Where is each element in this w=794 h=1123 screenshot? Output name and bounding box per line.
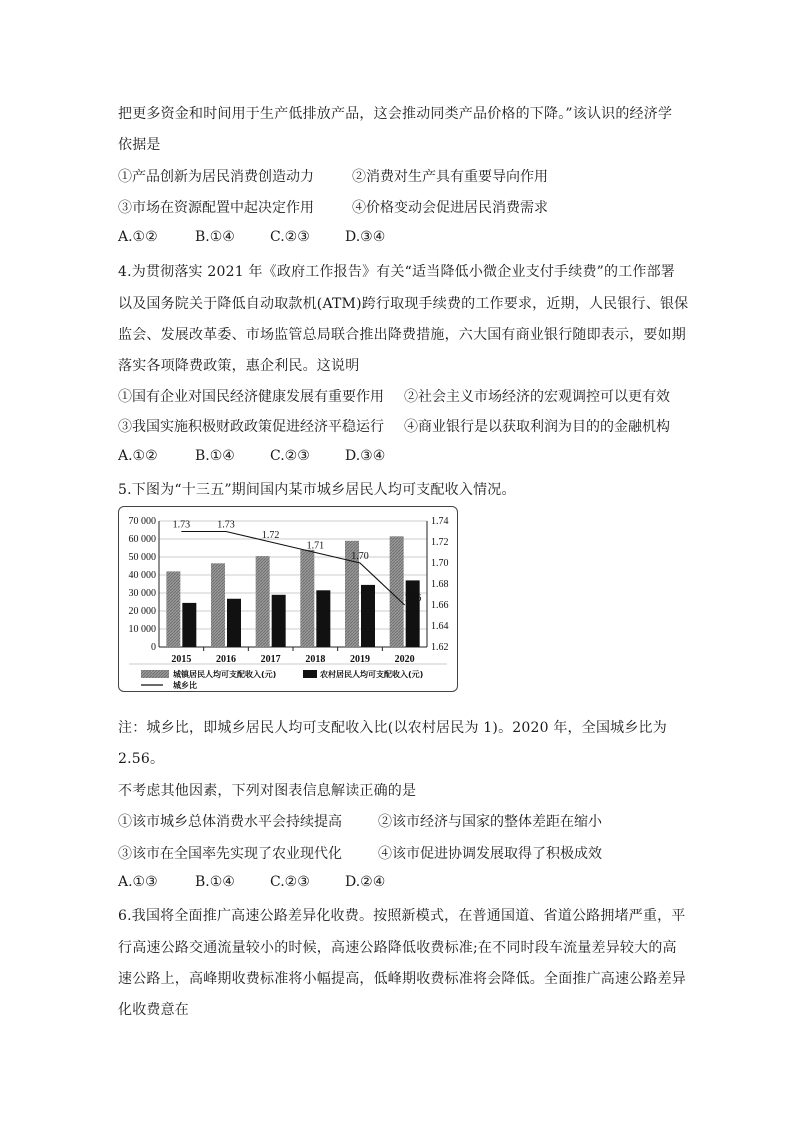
right-tick-label: 1.74 [431,516,449,527]
right-tick-label: 1.64 [431,621,449,632]
legend-urban-swatch [141,670,169,678]
q4-answer-b: B.①④ [195,448,235,464]
q4-option-4: ④商业银行是以获取利润为目的的金融机构 [404,419,670,435]
q4-stem-4: 落实各项降费政策，惠企利民。这说明 [118,358,360,374]
q4-option-1: ①国有企业对国民经济健康发展有重要作用 [118,389,384,405]
ratio-data-label: 1.72 [261,530,280,541]
q5-option-3: ③该市在全国率先实现了农业现代化 [118,846,342,862]
income-chart [118,506,458,692]
q3-answer-c: C.②③ [270,229,310,245]
left-tick-label: 50 000 [128,552,156,563]
urban-income-bar [300,550,314,647]
urban-income-bar [256,556,270,647]
ratio-data-label: 1.71 [306,540,325,552]
q6-stem-1: 6.我国将全面推广高速公路差异化收费。按照新模式，在普通国道、省道公路拥堵严重，平 [118,908,686,924]
q4-answer-c: C.②③ [270,448,310,464]
rural-income-bar [361,585,375,647]
q3-answer-a: A.①② [118,229,158,245]
q5-note-2: 2.56。 [118,751,165,767]
legend-urban-label: 城镇居民人均可支配收入(元) [173,670,277,679]
urban-income-bar [211,563,225,647]
q5-option-1: ①该市城乡总体消费水平会持续提高 [118,814,342,830]
q3-answer-d: D.③④ [345,229,386,245]
right-tick-label: 1.62 [431,642,449,653]
rural-income-bar [182,603,196,647]
q6-stem-2: 行高速公路交通流量较小的时候，高速公路降低收费标准;在不同时段车流量差异较大的高 [118,940,677,956]
ratio-data-label: 1.73 [217,519,235,531]
q5-answer-a: A.①③ [118,874,158,890]
left-tick-label: 10 000 [128,624,156,635]
ratio-data-label: 1.70 [351,551,369,562]
rural-income-bar [227,599,241,647]
q4-stem-3: 监会、发展改革委、市场监管总局联合推出降费措施，六大国有商业银行随即表示，要如期 [118,327,686,343]
ratio-data-label: 1.73 [172,519,191,531]
right-tick-label: 1.66 [431,600,449,611]
x-tick-label: 2018 [305,654,326,665]
q3-answer-b: B.①④ [195,229,235,245]
left-tick-label: 40 000 [128,570,156,581]
right-tick-label: 1.70 [431,558,449,569]
left-tick-label: 0 [151,642,156,653]
right-tick-label: 1.68 [431,579,449,590]
x-tick-label: 2019 [350,654,370,665]
ratio-data-label: 1.66 [403,593,422,604]
right-tick-label: 1.72 [431,537,449,548]
q5-answer-c: C.②③ [270,874,310,890]
q5-stem: 5.下图为“十三五”期间国内某市城乡居民人均可支配收入情况。 [118,482,516,498]
q5-answer-b: B.①④ [195,874,235,890]
q4-stem-2: 以及国务院关于降低自动取款机(ATM)跨行取现手续费的工作要求，近期，人民银行、银保 [118,296,689,312]
q4-answer-d: D.③④ [345,448,386,464]
q3-option-4: ④价格变动会促进居民消费需求 [352,200,548,216]
x-tick-label: 2016 [216,654,236,665]
x-tick-label: 2015 [171,654,192,665]
q5-option-2: ②该市经济与国家的整体差距在缩小 [378,814,602,830]
q4-stem-1: 4.为贯彻落实 2021 年《政府工作报告》有关“适当降低小微企业支付手续费”的工作部署 [118,264,675,280]
q6-stem-3: 速公路上，高峰期收费标准将小幅提高，低峰期收费标准将会降低。全面推广高速公路差异 [118,971,686,987]
rural-income-bar [403,580,422,647]
q3-option-3: ③市场在资源配置中起决定作用 [118,200,314,216]
legend-rural-swatch [303,670,317,678]
q5-question: 不考虑其他因素，下列对图表信息解读正确的是 [118,783,417,799]
left-tick-label: 70 000 [128,516,156,527]
q6-stem-4: 化收费意在 [118,1002,189,1018]
q3-option-2: ②消费对生产具有重要导向作用 [352,169,548,185]
urban-income-bar [166,571,180,647]
legend-rural-label: 农村居民人均可支配收入(元) [320,670,424,679]
chart-canvas [119,507,457,691]
rural-income-bar [316,590,330,647]
rural-income-bar [272,595,286,647]
x-tick-label: 2020 [394,654,415,665]
q5-answer-d: D.②④ [345,874,386,890]
left-tick-label: 30 000 [128,588,156,599]
left-tick-label: 60 000 [128,534,156,545]
q4-option-3: ③我国实施积极财政政策促进经济平稳运行 [118,419,384,435]
text-line-2: 依据是 [118,137,161,153]
q4-option-2: ②社会主义市场经济的宏观调控可以更有效 [404,389,670,405]
q4-answer-a: A.①② [118,448,158,464]
left-tick-label: 20 000 [128,606,156,617]
x-tick-label: 2017 [260,654,281,665]
q5-option-4: ④该市促进协调发展取得了积极成效 [378,846,602,862]
urban-income-bar [390,536,404,647]
q3-option-1: ①产品创新为居民消费创造动力 [118,169,314,185]
text-line-1: 把更多资金和时间用于生产低排放产品，这会推动同类产品价格的下降。”该认识的经济学 [118,106,673,122]
legend-ratio-label: 城乡比 [173,681,197,690]
q5-note-1: 注：城乡比，即城乡居民人均可支配收入比(以农村居民为 1)。2020 年，全国城乡比为 [118,720,667,736]
